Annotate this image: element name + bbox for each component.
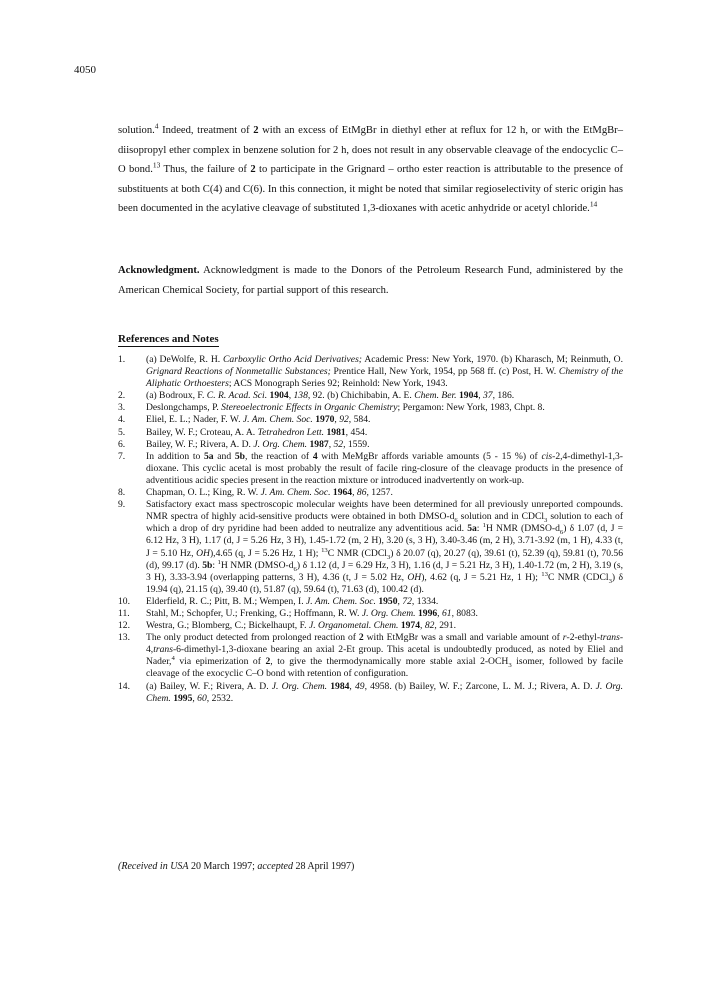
reference-item: 12. Westra, G.; Blomberg, C.; Bickelhaupt, F. J. Organometal. Chem. 1974, 82, 291. <box>118 620 456 632</box>
reference-item: 2. (a) Bodroux, F. C. R. Acad. Sci. 1904, 138, 92. (b) Chichibabin, A. E. Chem. Ber. 1904, 37, 186. <box>118 390 515 402</box>
references-list <box>118 354 623 705</box>
reference-item: 8. Chapman, O. L.; King, R. W. J. Am. Chem. Soc. 1964, 86, 1257. <box>118 487 393 499</box>
acknowledgment-paragraph: Acknowledgment. Acknowledgment is made to the Donors of the Petroleum Research Fund, administered by the American Chemical Society, for partial support of this research. <box>118 265 623 296</box>
reference-item: 10. Elderfield, R. C.; Pitt, B. M.; Wempen, I. J. Am. Chem. Soc. 1950, 72, 1334. <box>118 595 439 607</box>
reference-item: 9. Satisfactory exact mass spectroscopic molecular weights have been determined for all previously unreported compounds. NMR spectra of highly acid-sensitive products were obtained in both DMSO-$d_6$ solution and in CDCl$_3$ solution to each of which a drop of dry pyridine had been added to neutralize any adventitious acid. 5a: $^1$H NMR $(DMSO-d_6)$ δ 1.07 (d, J = 6.12 Hz, 3 H), 1.17 (d, J = 5.26 Hz, 3 H), 1.45-1.72 (m, 2 H), 3.20 (s, 3 H), 3.40-3.46 (m, 2 H), 3.71-3.92 (m, 1 H), 4.33 (t, J = 5.10 Hz, OH),4.65 (q, J = 5.26 Hz, 1 H); $^{13}$C NMR (CDCl$_3$) δ 20.07 (q), 20.27 (q), 39.61 (t), 52.39 (q), 59.81 (t), 70.56 (d), 99.17 (d). 5b: $^1$H NMR $(DMSO-d_6)$ δ 1.12 (d, J = 6.29 Hz, 3 H), 1.16 (d, J = 5.21 Hz, 3 H), 1.40-1.72 (m, 2 H), 3.19 (s, 3 H), 3.33-3.94 (overlapping patterns, 3 H), 4.36 (t, J = 5.02 Hz, OH), 4.62 (q, J = 5.21 Hz, 1 H); $^{13}$C NMR (CDCl$_3$) δ 19.94 (q), 21.15 (q), 39.40 (t), 51.87 (q), 59.64 (t), 71.63 (d), 100.42 (d). <box>118 499 624 595</box>
page-number: 4050 <box>74 64 96 76</box>
references-heading: References and Notes <box>118 333 219 345</box>
reference-item: 5. Bailey, W. F.; Croteau, A. A. Tetrahedron Lett. 1981, 454. <box>118 426 368 438</box>
reference-item: 13. The only product detected from prolonged reaction of 2 with EtMgBr was a small and variable amount of r-2-ethyl-trans-4,trans-6-dimethyl-1,3-dioxane bearing an axial 2-Et group. This acetal is undoubtedly produced, as noted by Eliel and Nader,$^4$ via epimerization of 2, to give the thermodynamically more stable axial $2-OCH_3$ isomer, followed by facile cleavage of the exocyclic C–O bond with retention of configuration. <box>118 632 624 680</box>
reference-item: 4. Eliel, E. L.; Nader, F. W. J. Am. Chem. Soc. 1970, 92, 584. <box>118 414 371 426</box>
reference-item: 14. (a) Bailey, W. F.; Rivera, A. D. J. Org. Chem. 1984, 49, 4958. (b) Bailey, W. F.; Zarcone, L. M. J.; Rivera, A. D. J. Org. Chem. 1995, 60, 2532. <box>118 680 623 704</box>
reference-item: 1. (a) DeWolfe, R. H. Carboxylic Ortho Acid Derivatives; Academic Press: New York, 1970. (b) Kharasch, M; Reinmuth, O. Grignard Reactions of Nonmetallic Substances; Prentice Hall, New York, 1954, pp 568 ff. (c) Post, H. W. Chemistry of the Aliphatic Orthoesters; ACS Monograph Series 92; Reinhold: New York, 1943. <box>118 354 623 390</box>
reference-item: 7. In addition to 5a and 5b, the reaction of 4 with MeMgBr affords variable amounts (5 - 15 %) of cis-2,4-dimethyl-1,3-dioxane. This cyclic acetal is most probably the result of facile ring-closure of the cleavage products in the presence of adventitious acidic species present in the reaction mixture or introduced inadvertently on work-up. <box>118 450 623 486</box>
received-line: (Received in USA 20 March 1997; accepted 28 April 1997) <box>118 861 355 872</box>
reference-item: 6. Bailey, W. F.; Rivera, A. D. J. Org. Chem. 1987, 52, 1559. <box>118 438 370 450</box>
reference-item: 3. Deslongchamps, P. Stereoelectronic Effects in Organic Chemistry; Pergamon: New York, 1983, Chpt. 8. <box>118 402 545 414</box>
acknowledgment-heading: Acknowledgment. <box>118 265 200 276</box>
reference-item: 11. Stahl, M.; Schopfer, U.; Frenking, G.; Hoffmann, R. W. J. Org. Chem. 1996, 61, 8083. <box>118 607 478 619</box>
body-paragraph: solution.$^4$ Indeed, treatment of 2 with an excess of EtMgBr in diethyl ether at reflux for 12 h, or with the EtMgBr–diisopropyl ether complex in benzene solution for 2 h, does not result in any observable cleavage of the endocyclic C–O bond.$^{13}$ Thus, the failure of 2 to participate in the Grignard – ortho ester reaction is attributable to the presence of substituents at both C(4) and C(6). In this connection, it might be noted that similar regioselectivity of steric origin has been documented in the acylative cleavage of substituted 1,3-dioxanes with acetic anhydride or acetyl chloride.$^{14}$ <box>118 121 624 215</box>
